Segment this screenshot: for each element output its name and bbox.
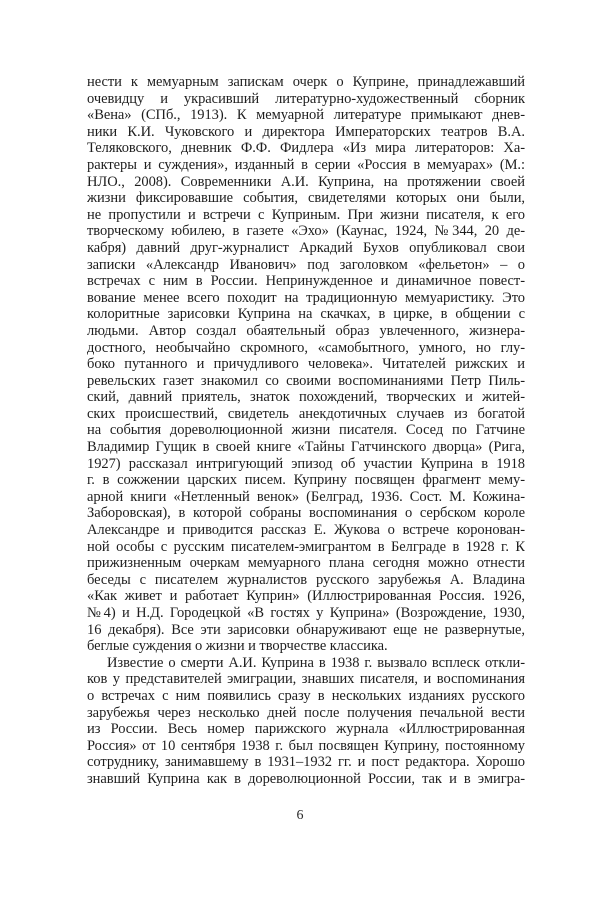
text-line: беглые суждения о жизни и творчестве классика. [87, 638, 388, 655]
text-line: ники К.И. Чуковского и директора Императорских театров В.А. [87, 123, 525, 140]
text-line: из России. Весь номер парижского журнала «Иллюстрированная [87, 721, 525, 738]
text-line: знавший Куприна как в дореволюционной России, так и в эмигра- [87, 770, 525, 787]
text-line: г. в сожжении царских писем. Куприну посвящен фрагмент мему- [87, 472, 525, 489]
text-line: встречах с ним в России. Непринужденное и динамичное повест- [87, 273, 525, 290]
text-line: людьми. Автор создал обаятельный образ увлеченного, жизнера- [87, 322, 525, 339]
text-line: ков у представителей эмиграции, знавших писателя, и воспоминания [87, 671, 525, 688]
text-line: о встречах с ним появились сразу в нескольких изданиях русского [87, 687, 525, 704]
paragraph [87, 74, 525, 655]
text-line: нести к мемуарным запискам очерк о Куприне, принадлежавший [87, 74, 525, 90]
text-line: кабря) давний друг-журналист Аркадий Бухов опубликовал свои [87, 239, 525, 256]
text-line: НЛО., 2008). Современники А.И. Куприна, на протяжении своей [87, 173, 525, 190]
text-line: очевидцу и украсивший литературно-художественный сборник [87, 90, 525, 107]
paragraph [87, 655, 525, 788]
text-line: арной книги «Нетленный венок» (Белград, 1936. Сост. М. Кожина- [87, 488, 525, 505]
text-line: сотруднику, занимавшему в 1931–1932 гг. и пост редактора. Хорошо [87, 754, 525, 771]
text-line: Александре и приводится рассказ Е. Жукова о встрече коронован- [87, 522, 525, 539]
text-line: на события дореволюционной жизни писателя. Сосед по Гатчине [87, 422, 525, 439]
text-line: достного, необычайно скромного, «самобытного, умного, но глу- [87, 339, 525, 356]
text-line: рактеры и суждения», изданный в серии «Россия в мемуарах» (М.: [87, 156, 525, 173]
text-line: Владимир Гущик в своей книге «Тайны Гатчинского дворца» (Рига, [87, 439, 525, 456]
text-line: №4) и Н.Д. Городецкой «В гостях у Куприна» (Возрождение, 1930, [87, 605, 525, 621]
text-line: вование менее всего походит на традиционную мемуаристику. Это [87, 289, 525, 306]
text-line: творческому юбилею, в газете «Эхо» (Каунас, 1924, №344, 20 де- [87, 223, 525, 240]
text-line: зарубежья через несколько дней после получения печальной вести [87, 704, 525, 721]
text-line: ной особы с русским писателем-эмигрантом в Белграде в 1928 г. К [87, 538, 525, 555]
text-line: «Как живет и работает Куприн» (Иллюстрированная Россия. 1926, [87, 588, 525, 605]
text-line: колоритные зарисовки Куприна на скачках, в цирке, в общении с [87, 306, 525, 323]
text-line: не пропустили и встречи с Куприным. При жизни писателя, к его [87, 206, 525, 223]
page-number: 6 [296, 808, 304, 823]
text-line: «Вена» (СПб., 1913). К мемуарной литературе примыкают днев- [87, 107, 525, 124]
text-line: Россия» от 10 сентября 1938 г. был посвящен Куприну, постоянному [87, 737, 525, 754]
text-line: ский, давний приятель, знаток похождений, творческих и житей- [87, 389, 525, 406]
text-line: записки «Александр Иванович» под заголовком «фельетон» – о [87, 256, 525, 273]
text-line: ских происшествий, свидетель анекдотичных случаев из богатой [87, 405, 525, 422]
text-line: 1927) рассказал интригующий эпизод об участии Куприна в 1918 [87, 455, 525, 472]
body-text [87, 74, 525, 788]
text-line: ревельских газет знакомил со своими воспоминаниями Петр Пиль- [87, 372, 525, 389]
text-line: жизни фиксировавшие события, свидетелями которых они были, [87, 190, 525, 207]
text-line: боко путанного и причудливого человека». Читателей рижских и [87, 356, 525, 373]
text-line: 16 декабря). Все эти зарисовки обнаруживают еще не развернутые, [87, 621, 525, 638]
text-line: Теляковского, дневник Ф.Ф. Фидлера «Из мира литераторов: Ха- [87, 140, 525, 157]
text-line: беседы с писателем журналистов русского зарубежья А. Владина [87, 571, 525, 588]
text-line: Известие о смерти А.И. Куприна в 1938 г. вызвало всплеск откли- [107, 654, 525, 671]
text-line: прижизненным очеркам мемуарного плана сегодня можно отнести [87, 555, 525, 572]
text-line: Заборовская), в которой собраны воспоминания о сербском короле [87, 505, 525, 522]
